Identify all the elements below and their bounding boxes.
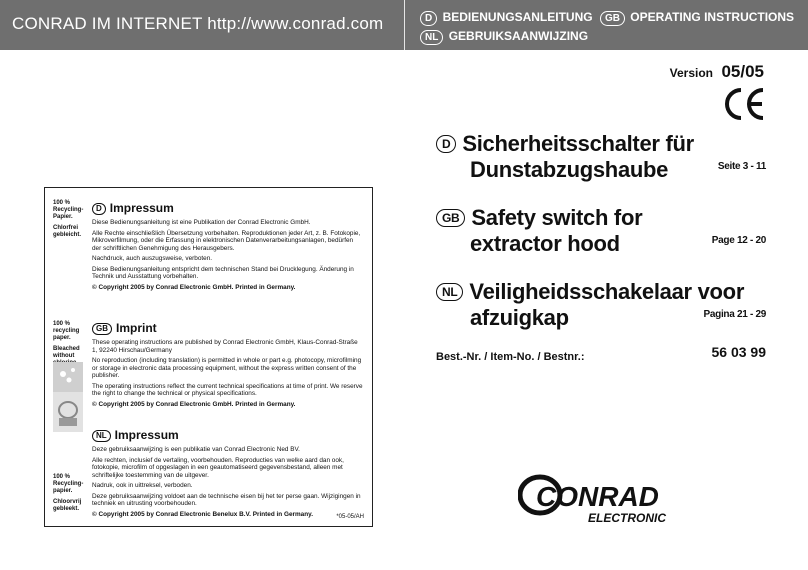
imprint-section-gb: GB Imprint These operating instructions are published by Conrad Electronic GmbH, Klaus-Conrad-Straße 1, 92240 Hirschau/Germany No reproduction (including translation) is permitted in whole or part e.g. photocopy, microfilming or storage in electronic data processing equipment, without the express written consent of the publisher. The operating instructions reflect the current technical specifications at time of print. We reserve the right to change the technical or physical specifications. © Copyright 2005 by Conrad Electronic GmbH. Printed in Germany.: [92, 321, 363, 408]
title-line2-d: Dunstabzugshaube: [470, 157, 669, 182]
language-badge-d: D: [420, 11, 437, 26]
title-line1-gb: Safety switch for: [471, 205, 643, 230]
title-line2-nl: afzuigkap: [470, 305, 569, 330]
page-range-nl: Pagina 21 - 29: [703, 309, 766, 320]
language-label-gb: OPERATING INSTRUCTIONS: [630, 10, 795, 24]
imprint-box: [44, 187, 373, 527]
logo-sub-text: ELECTRONIC: [588, 511, 666, 525]
page-range-gb: Page 12 - 20: [711, 235, 766, 246]
recycling-illustration: [53, 362, 83, 432]
title-english: [436, 205, 776, 257]
copyright-d: © Copyright 2005 by Conrad Electronic GmbH. Printed in Germany.: [92, 283, 296, 291]
imprint-heading-d: D Impressum: [92, 201, 364, 215]
imprint-heading-gb: GB Imprint: [92, 321, 364, 335]
imprint-badge-gb: GB: [92, 323, 112, 335]
language-label-nl: GEBRUIKSAANWIJZING: [448, 29, 589, 43]
title-badge-d: D: [436, 135, 456, 153]
title-dutch: [436, 279, 776, 331]
language-list: [420, 8, 794, 46]
conrad-logo: [518, 472, 678, 526]
imprint-section-d: D Impressum Diese Bedienungsanleitung ist eine Publikation der Conrad Electronic GmbH. Alle Rechte einschließlich Übersetzung vorbehalten. Reproduktionen jeder Art, z. B. Fotokopie, Mikroverfilmung, oder die Erfassung in elektronischen Datenverarbeitungsanlagen, bedürfen der schriftlichen Genehmigung des Herausgebers. Nachdruck, auch auszugsweise, verboten. Diese Bedienungsanleitung entspricht dem technischen Stand bei Drucklegung. Änderung in Technik und Ausstattung vorbehalten. © Copyright 2005 by Conrad Electronic GmbH. Printed in Germany.: [92, 201, 364, 294]
version-label: Version: [669, 66, 713, 80]
title-german: [436, 131, 776, 183]
title-badge-gb: GB: [436, 209, 465, 227]
title-line1-d: Sicherheitsschalter für: [462, 131, 694, 156]
copyright-nl: © Copyright 2005 by Conrad Electronic Benelux B.V. Printed in Germany.: [92, 510, 313, 518]
recycling-note-nl: 100 % Recycling- papier. Chloorvrij gebleekt.: [53, 474, 84, 512]
header-bar: [0, 0, 808, 50]
imprint-heading-nl: NL Impressum: [92, 428, 364, 442]
language-line-1: [420, 8, 794, 27]
header-divider: [404, 0, 405, 50]
ce-mark-icon: [722, 86, 766, 122]
title-line2-gb: extractor hood: [470, 231, 620, 256]
imprint-badge-nl: NL: [92, 430, 111, 442]
document-code: *05-05/AH: [336, 514, 364, 520]
language-badge-gb: GB: [600, 11, 625, 26]
imprint-badge-d: D: [92, 203, 106, 215]
page-range-d: Seite 3 - 11: [717, 161, 766, 172]
version-info: [670, 62, 764, 82]
order-number-label: Best.-Nr. / Item-No. / Bestnr.:: [436, 351, 585, 363]
recycling-note-gb: 100 % recycling paper. Bleached without: [53, 321, 80, 359]
language-line-2: [420, 27, 794, 46]
copyright-gb: © Copyright 2005 by Conrad Electronic GmbH. Printed in Germany.: [92, 400, 296, 408]
title-line1-nl: Veiligheidsschakelaar voor: [469, 279, 745, 304]
order-number-value: 56 03 99: [711, 344, 766, 360]
logo-main-text: CONRAD: [536, 481, 659, 512]
version-value: 05/05: [721, 62, 764, 81]
website-banner: CONRAD IM INTERNET http://www.conrad.com: [12, 14, 384, 33]
language-label-d: BEDIENUNGSANLEITUNG: [442, 10, 593, 24]
title-badge-nl: NL: [436, 283, 463, 301]
language-badge-nl: NL: [420, 30, 443, 45]
recycling-note-d: 100 % Recycling- Papier. Chlorfrei gebleicht.: [53, 200, 84, 238]
order-number-row: [436, 344, 766, 365]
imprint-section-nl: NL Impressum Deze gebruiksaanwijzing is een publikatie van Conrad Electronic Ned BV. Alle rechten, inclusief de vertaling, voorbehouden. Reproducties van welke aard dan ook, fotokopie, microfilm of opgeslagen in een geautomatiseerd gegevensbestand, alleen met schriftelijke toestemming van de uitgever. Nadruk, ook in uittreksel, verboden. Deze gebruiksaanwijzing voldoet aan de technische eisen bij het ter perse gaan. Wijzigingen in techniek en uitrusting voorbehouden. © Copyright 2005 by Conrad Electronic Benelux B.V. Printed in Germany.: [92, 428, 364, 521]
